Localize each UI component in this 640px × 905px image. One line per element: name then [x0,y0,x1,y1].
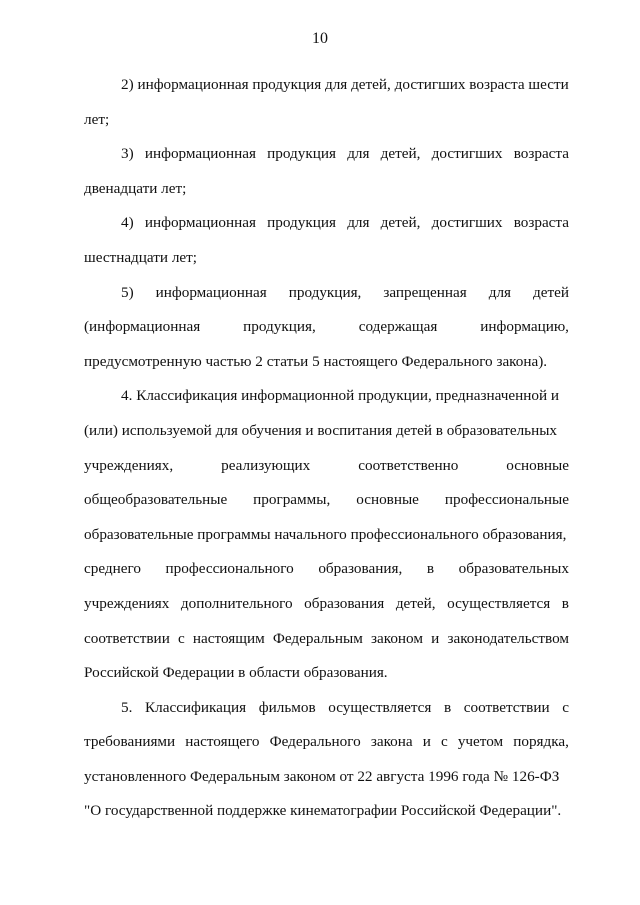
word: учреждениях, [84,456,174,474]
word: в [443,698,452,716]
justified-line [84,725,569,760]
text-line: установленного Федеральным законом от 22 августа 1996 года № 126-ФЗ [84,767,560,785]
word: Федеральным [272,629,363,647]
word: 5) [121,283,134,301]
page-number: 10 [312,30,328,47]
justified-line [84,622,569,657]
word: соответствии [84,629,170,647]
word: продукция, [288,283,362,301]
word: для [347,145,370,163]
word: осуществляется [447,594,551,612]
text-line: предусмотренную частью 2 статьи 5 настоящего Федерального закона). [84,352,548,370]
word: информационная [144,214,256,232]
word: детей, [380,145,421,163]
word: закона [370,733,413,751]
word: общеобразовательные [84,491,228,509]
word: соответствии [463,698,550,716]
word: настоящим [192,629,265,647]
word: требованиями [84,733,176,751]
word: запрещенная [383,283,467,301]
word: учетом [457,733,504,751]
word: осуществляется [328,698,432,716]
word: достигших [431,145,503,163]
word: возраста [513,214,569,232]
justified-line [84,483,569,518]
word: информационная [144,145,256,163]
word: законом [370,629,423,647]
text-line: 4. Классификация информационной продукции, предназначенной и [121,387,560,405]
word: возраста [513,145,569,163]
word: с [562,698,569,716]
word: профессиональные [444,491,569,509]
word: порядка, [513,733,569,751]
word: законодательством [447,629,569,647]
word: детей, [395,594,436,612]
word: Федерального [269,733,361,751]
word: фильмов [258,698,316,716]
justified-line [84,310,569,345]
word: достигших [431,214,503,232]
text-line: образовательные программы начального профессионального образования, [84,525,567,543]
word: Классификация [145,698,247,716]
text-line: двенадцати лет; [84,179,187,197]
word: содержащая [358,318,438,336]
word: образования, [318,560,403,578]
word: в [426,560,435,578]
word: для [347,214,370,232]
word: образовательных [458,560,569,578]
text-line: "О государственной поддержке кинематографии Российской Федерации". [84,802,562,820]
justified-line [84,206,569,241]
justified-line [84,691,569,726]
justified-line [84,587,569,622]
word: программы, [253,491,331,509]
word: продукция [267,145,336,163]
word: детей [532,283,569,301]
list-item-5 [84,276,569,380]
document-body [84,68,569,829]
word: и [422,733,431,751]
word: с [440,733,448,751]
word: профессионального [165,560,294,578]
word: 4) [121,214,134,232]
word: информационная [155,283,267,301]
word: основные [506,456,569,474]
word: продукция, [243,318,316,336]
word: образования [304,594,385,612]
word: информацию, [480,318,569,336]
justified-line [84,552,569,587]
word: среднего [84,560,141,578]
list-item-3 [84,137,569,206]
word: 5. [121,698,133,716]
word: детей, [380,214,421,232]
word: (информационная [84,318,201,336]
text-line: Российской Федерации в области образования. [84,664,388,682]
word: настоящего [185,733,260,751]
word: в [561,594,569,612]
word: для [488,283,512,301]
section-4 [84,379,569,690]
text-line: 2) информационная продукция для детей, достигших возраста шести [121,76,569,93]
word: соответственно [358,456,459,474]
word: учреждениях [84,594,170,612]
word: с [178,629,185,647]
section-5 [84,691,569,829]
justified-line [84,276,569,311]
word: продукция [267,214,336,232]
text-line: лет; [84,110,110,128]
justified-line [84,137,569,172]
word: 3) [121,145,134,163]
text-line: шестнадцати лет; [84,248,198,266]
word: и [431,629,440,647]
list-item-4 [84,206,569,275]
list-item-2 [84,68,569,137]
text-line: (или) используемой для обучения и воспитания детей в образовательных [84,421,558,439]
word: основные [356,491,419,509]
justified-line [84,449,569,484]
word: дополнительного [180,594,293,612]
word: реализующих [221,456,311,474]
